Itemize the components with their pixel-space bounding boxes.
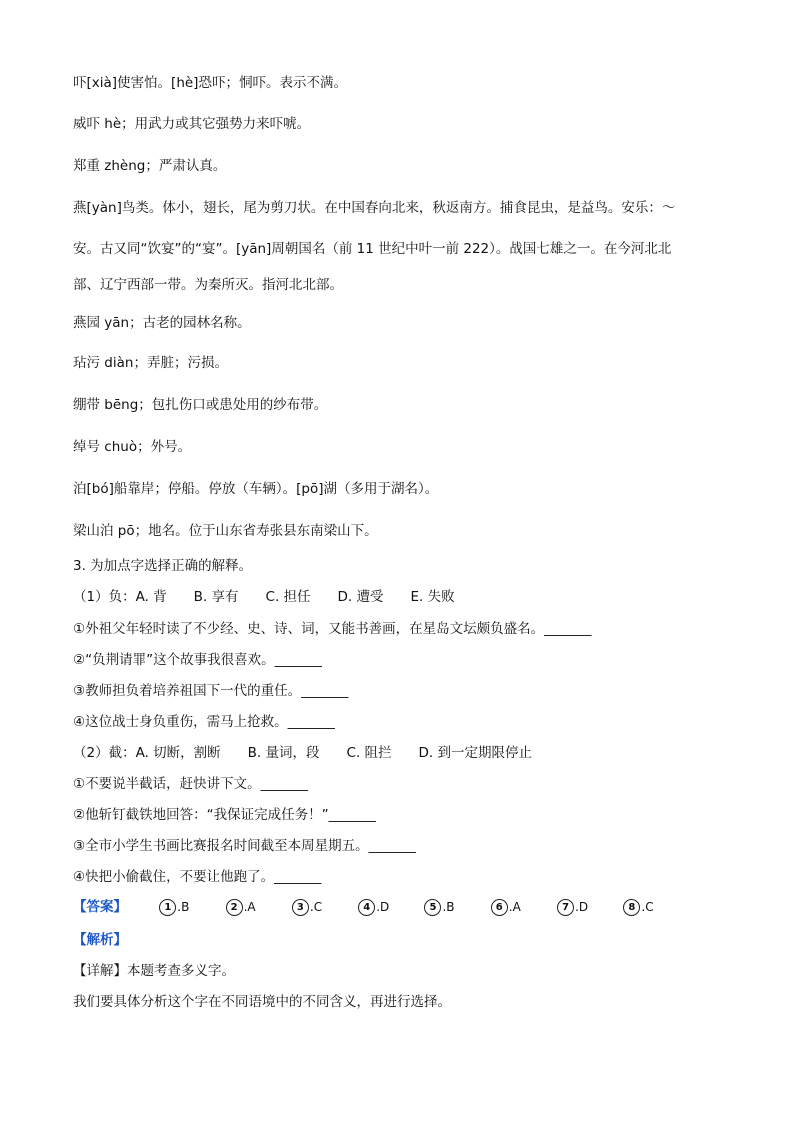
answer-value: .A (243, 900, 256, 914)
entry-line: 郑重 zhèng；严肃认真。 (73, 158, 227, 174)
answer-item (358, 898, 420, 916)
entry-line: 绰号 chuò；外号。 (73, 439, 192, 455)
detail-text: 本题考查多义字。 (127, 963, 235, 979)
analysis-paragraph: 我们要具体分析这个字在不同语境中的不同含义，再进行选择。 (73, 994, 451, 1010)
detail-label: 【详解】 (73, 963, 127, 979)
entry-line: 梁山泊 pō；地名。位于山东省寿张县东南梁山下。 (73, 523, 378, 539)
answer-value: .C (641, 900, 654, 914)
question-item: ②“负荆请罪”这个故事我很喜欢。_______ (73, 652, 322, 668)
answer-item (491, 898, 553, 916)
circled-number: 1 (159, 899, 176, 916)
circled-number: 7 (557, 899, 574, 916)
answer-item (623, 898, 685, 916)
question-part2-options: （2）截：A. 切断，割断 B. 量词，段 C. 阻拦 D. 到一定期限停止 (73, 745, 532, 761)
answer-row (73, 898, 685, 918)
entry-line: 燕园 yān；古老的园林名称。 (73, 315, 251, 331)
entry-line: 泊[bó]船靠岸；停船。停放（车辆）。[pō]湖（多用于湖名）。 (73, 481, 439, 497)
analysis-detail (73, 962, 235, 980)
answer-value: .C (309, 900, 323, 914)
entry-line: 安。古又同“饮宴”的“宴”。[yān]周朝国名（前 11 世纪中叶一前 222）。战国七雄之一。在今河北北 (73, 241, 672, 257)
answer-item (424, 898, 486, 916)
entry-line: 玷污 diàn；弄脏；污损。 (73, 355, 228, 371)
answer-label: 【答案】 (73, 899, 127, 915)
answer-item (292, 898, 354, 916)
circled-number: 6 (491, 899, 508, 916)
answer-item (557, 898, 619, 916)
entry-line: 吓[xià]使害怕。[hè]恐吓；恫吓。表示不满。 (73, 75, 347, 91)
question-title: 3. 为加点字选择正确的解释。 (73, 558, 253, 574)
entry-line: 部、辽宁西部一带。为秦所灭。指河北北部。 (73, 277, 343, 293)
analysis-label: 【解析】 (73, 932, 127, 948)
question-item: ③教师担负着培养祖国下一代的重任。_______ (73, 683, 349, 699)
circled-number: 8 (623, 899, 640, 916)
question-item: ④这位战士身负重伤，需马上抢救。_______ (73, 714, 335, 730)
answer-item (226, 898, 288, 916)
entry-line: 绷带 bēng；包扎伤口或患处用的纱布带。 (73, 397, 328, 413)
circled-number: 3 (292, 899, 309, 916)
answer-value: .A (508, 900, 521, 914)
question-part1-options: （1）负：A. 背 B. 享有 C. 担任 D. 遭受 E. 失败 (73, 589, 455, 605)
circled-number: 5 (424, 899, 441, 916)
answer-item (159, 898, 221, 916)
question-item: ①外祖父年轻时读了不少经、史、诗、词，又能书善画，在星岛文坛颇负盛名。_______ (73, 621, 592, 637)
question-item: ③全市小学生书画比赛报名时间截至本周星期五。_______ (73, 838, 416, 854)
circled-number: 4 (358, 899, 375, 916)
question-item: ④快把小偷截住，不要让他跑了。_______ (73, 869, 322, 885)
entry-line: 燕[yàn]鸟类。体小，翅长，尾为剪刀状。在中国春向北来，秋返南方。捕食昆虫，是益鸟。安乐：～ (73, 200, 676, 216)
question-item: ①不要说半截话，赶快讲下文。_______ (73, 776, 308, 792)
circled-number: 2 (226, 899, 243, 916)
answer-value: .B (177, 900, 190, 914)
question-item: ②他斩钉截铁地回答：“我保证完成任务！”_______ (73, 807, 376, 823)
answer-value: .D (376, 900, 390, 914)
answer-value: .B (442, 900, 455, 914)
entry-line: 威吓 hè；用武力或其它强势力来吓唬。 (73, 116, 311, 132)
answer-value: .D (575, 900, 589, 914)
